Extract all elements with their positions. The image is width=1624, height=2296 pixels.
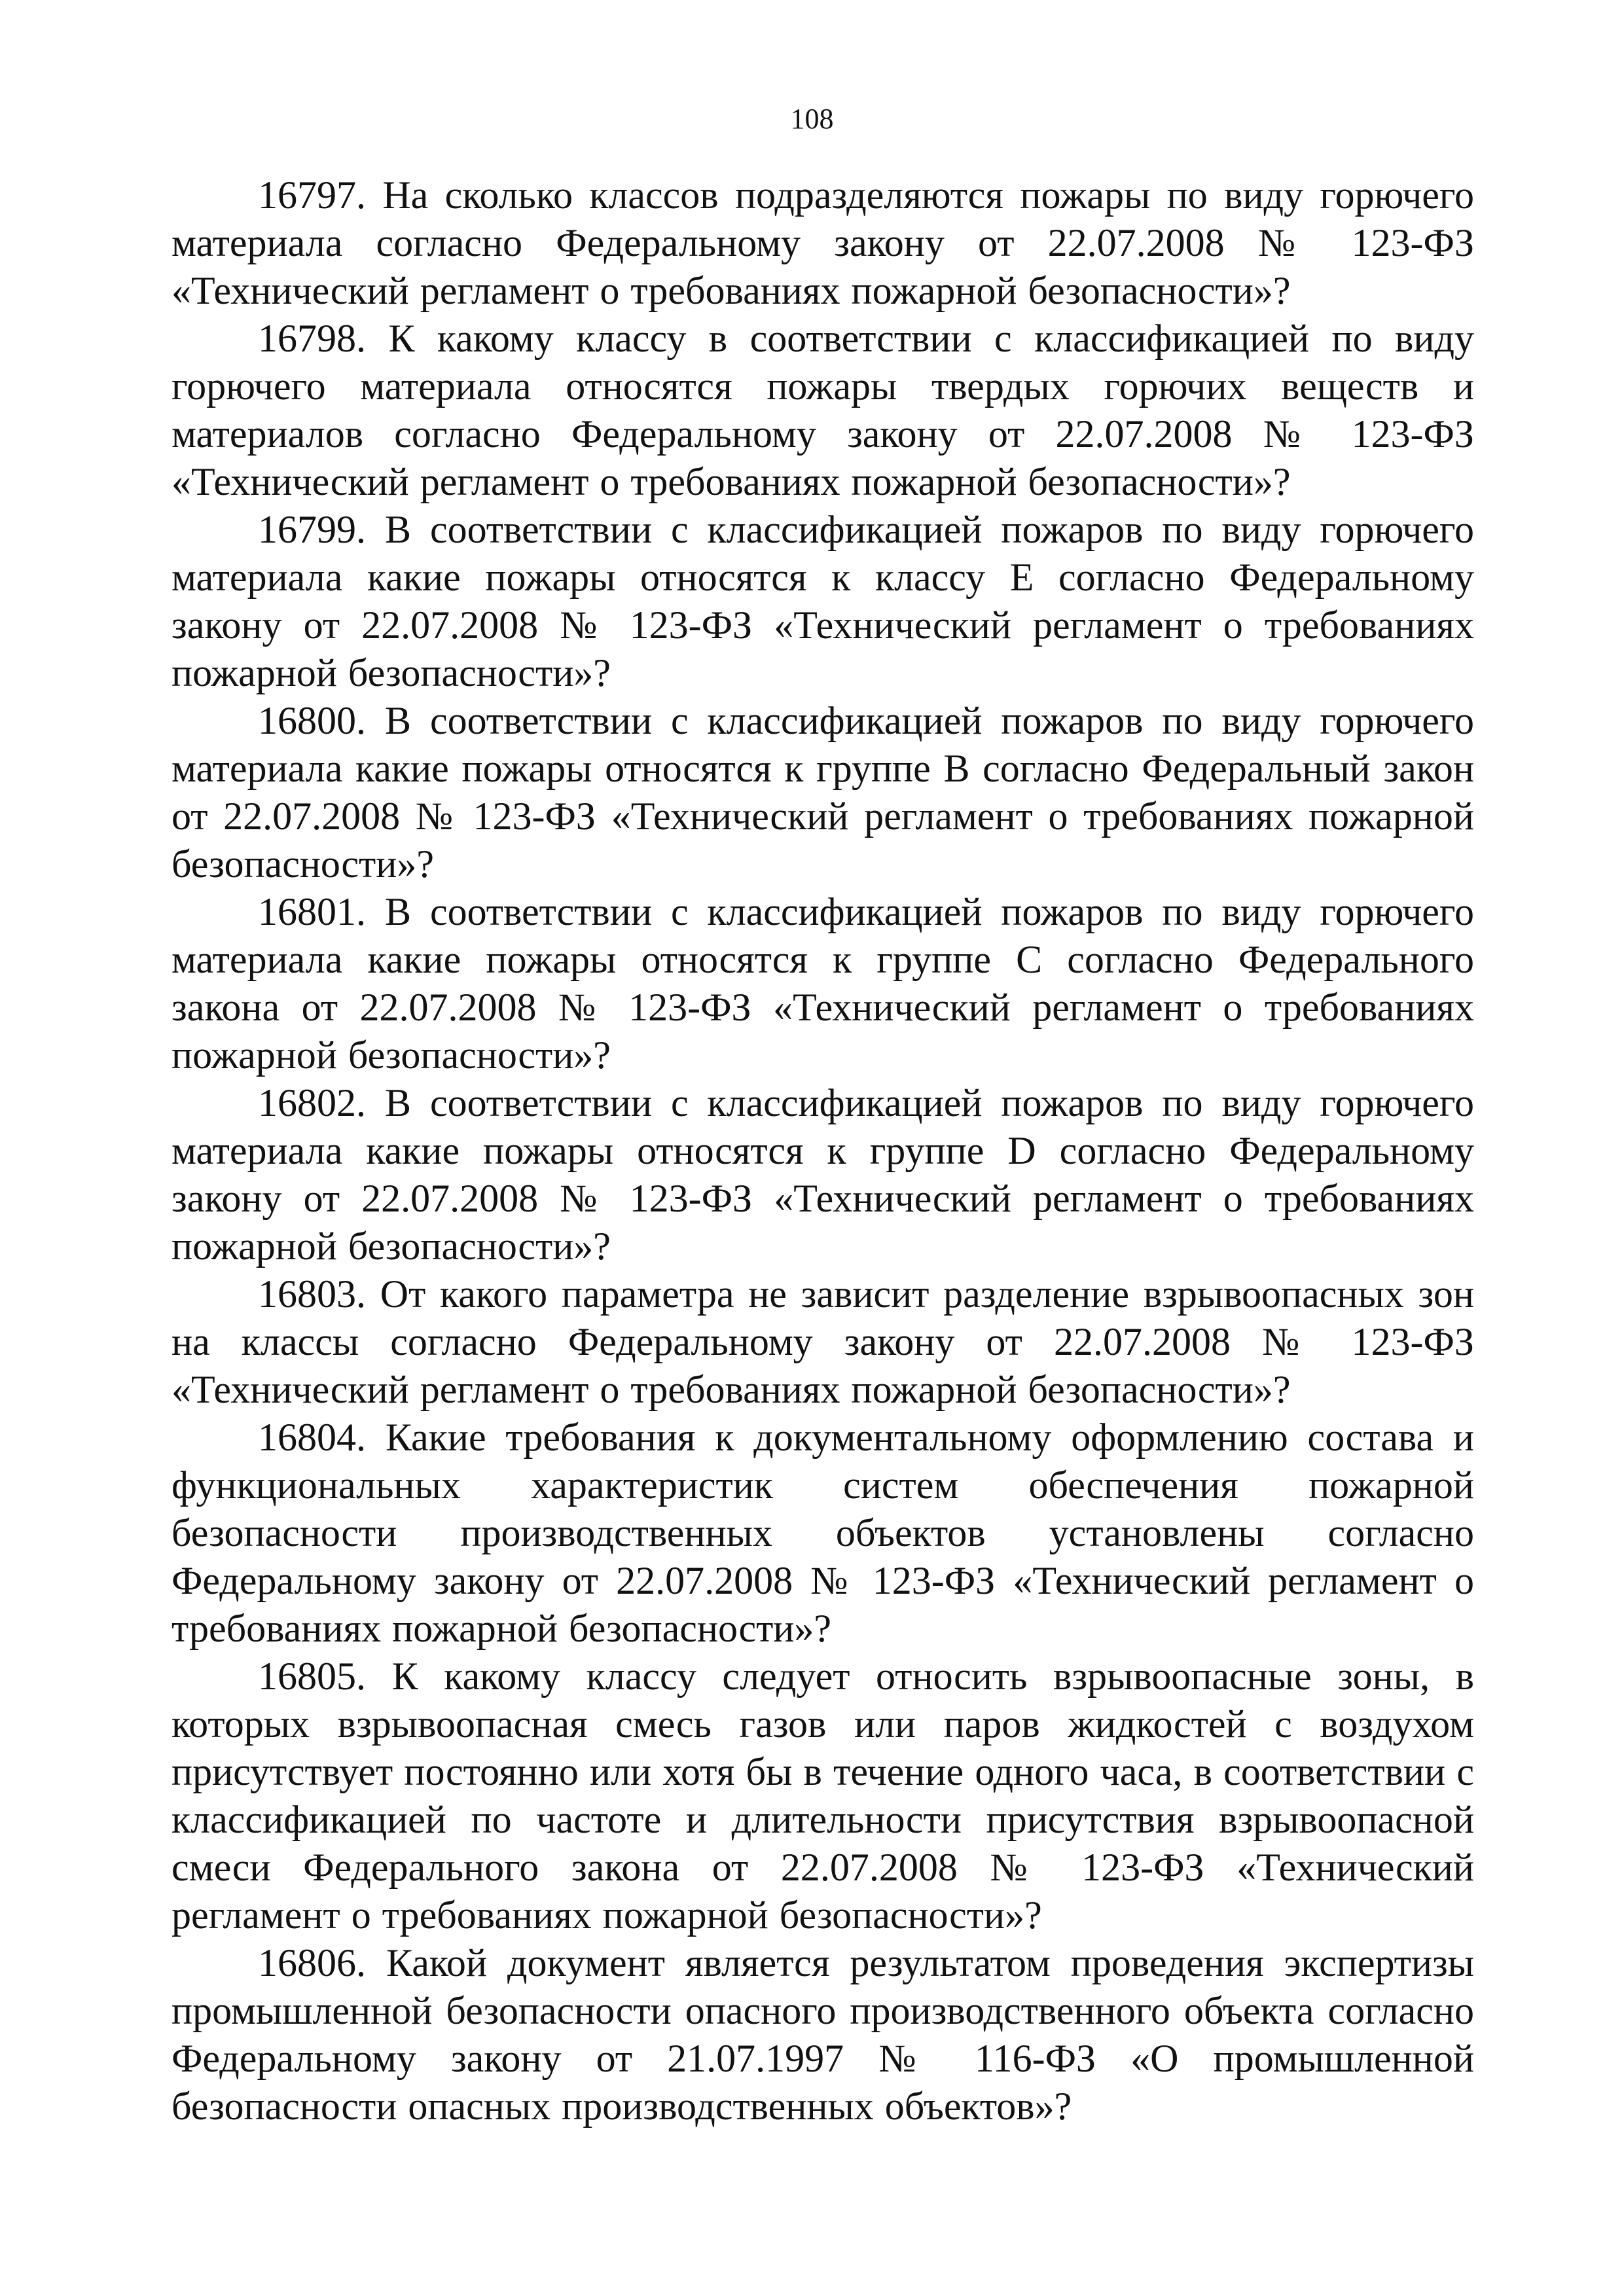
question-number: 16802. [258, 1081, 366, 1124]
question-item [171, 1270, 1474, 1414]
question-text: В соответствии с классификацией пожаров по виду горючего материала какие пожары относятся к группе С согласно Федерального закона от 22.07.2008 № 123-ФЗ «Технический регламент о требованиях пожарной безопасности»? [171, 890, 1474, 1077]
question-item [171, 171, 1474, 315]
question-item [171, 888, 1474, 1079]
question-text: В соответствии с классификацией пожаров по виду горючего материала какие пожары относятся к группе D согласно Федеральному закону от 22.07.2008 № 123-ФЗ «Технический регламент о требованиях пожарной безопасности»? [171, 1081, 1474, 1268]
question-item [171, 697, 1474, 888]
question-text: В соответствии с классификацией пожаров по виду горючего материала какие пожары относятся к классу Е согласно Федеральному закону от 22.07.2008 № 123-ФЗ «Технический регламент о требованиях пожарной безопасности»? [171, 508, 1474, 694]
question-number: 16799. [258, 508, 366, 551]
question-text: На сколько классов подразделяются пожары по виду горючего материала согласно Федеральному закону от 22.07.2008 № 123-ФЗ «Технический регламент о требованиях пожарной безопасности»? [171, 173, 1474, 312]
page-number: 108 [790, 103, 834, 135]
question-item [171, 1079, 1474, 1270]
question-number: 16805. [258, 1655, 366, 1698]
question-item [171, 506, 1474, 697]
question-list [171, 171, 1474, 2130]
question-number: 16801. [258, 890, 366, 933]
question-item [171, 1414, 1474, 1653]
question-text: Какие требования к документальному оформлению состава и функциональных характеристик систем обеспечения пожарной безопасности производственных объектов установлены согласно Федеральному закону от 22.07.2008 № 123-ФЗ «Технический регламент о требованиях пожарной безопасности»? [171, 1416, 1474, 1650]
question-number: 16803. [258, 1272, 366, 1316]
question-text: Какой документ является результатом проведения экспертизы промышленной безопасности опасного производственного объекта согласно Федеральному закону от 21.07.1997 № 116-ФЗ «О промышленной безопасности опасных производственных объектов»? [171, 1941, 1474, 2128]
question-text: В соответствии с классификацией пожаров по виду горючего материала какие пожары относятся к группе В согласно Федеральный закон от 22.07.2008 № 123-ФЗ «Технический регламент о требованиях пожарной безопасности»? [171, 699, 1474, 886]
question-number: 16797. [258, 173, 366, 217]
question-number: 16806. [258, 1941, 366, 1984]
question-number: 16804. [258, 1416, 366, 1459]
question-text: К какому классу в соответствии с классификацией по виду горючего материала относятся пожары твердых горючих веществ и материалов согласно Федеральному закону от 22.07.2008 № 123-ФЗ «Технический регламент о требованиях пожарной безопасности»? [171, 317, 1474, 503]
question-text: К какому классу следует относить взрывоопасные зоны, в которых взрывоопасная смесь газов или паров жидкостей с воздухом присутствует постоянно или хотя бы в течение одного часа, в соответствии с классификацией по частоте и длительности присутствия взрывоопасной смеси Федерального закона от 22.07.2008 № 123-ФЗ «Технический регламент о требованиях пожарной безопасности»? [171, 1655, 1474, 1937]
question-number: 16798. [258, 317, 366, 360]
question-item [171, 315, 1474, 506]
question-item [171, 1653, 1474, 1939]
question-item [171, 1939, 1474, 2130]
question-text: От какого параметра не зависит разделение взрывоопасных зон на классы согласно Федеральному закону от 22.07.2008 № 123-ФЗ «Технический регламент о требованиях пожарной безопасности»? [171, 1272, 1474, 1411]
question-number: 16800. [258, 699, 366, 742]
